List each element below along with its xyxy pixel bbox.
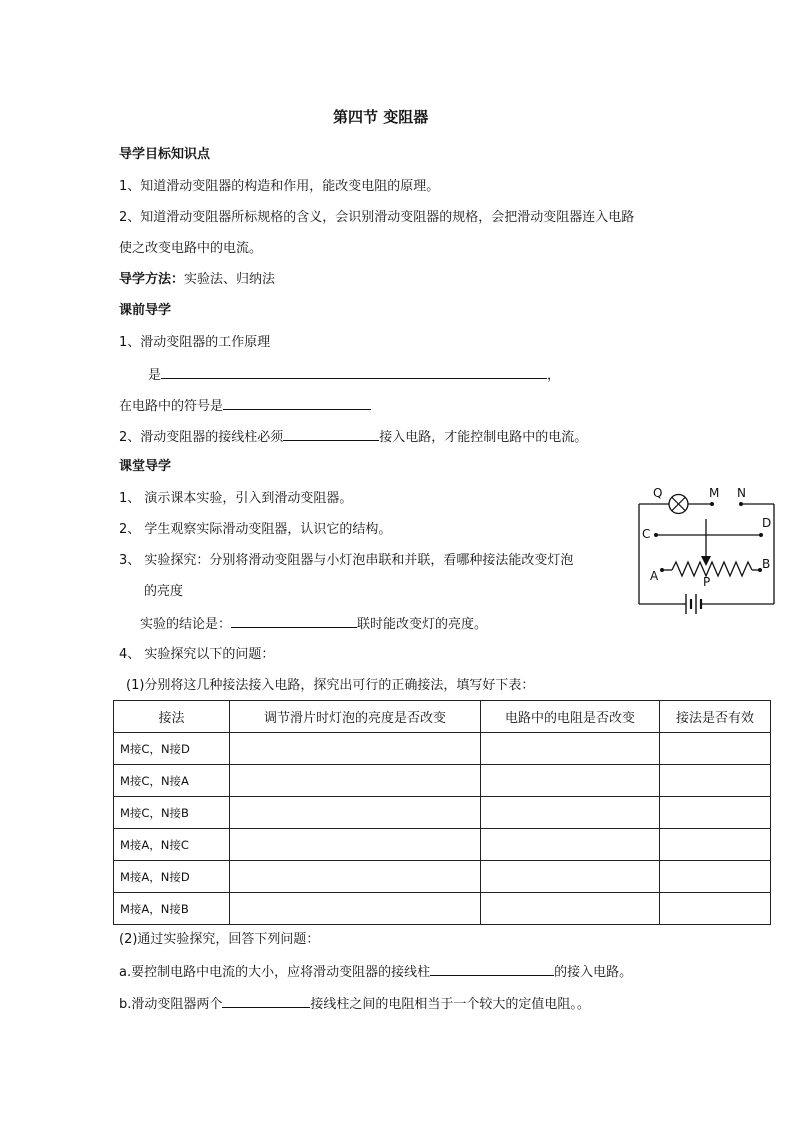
in-class-item-4: 4、 实验探究以下的问题：: [119, 647, 275, 662]
sub-question-1: (1)分别将这几种接法接入电路，探究出可行的正确接法，填写好下表：: [126, 678, 535, 693]
resistance-answer-cell[interactable]: [481, 829, 660, 861]
brightness-answer-cell[interactable]: [230, 733, 481, 765]
table-row: [114, 893, 771, 925]
terminal-n-icon: [739, 502, 743, 506]
resistance-answer-cell[interactable]: [481, 765, 660, 797]
connection-method-cell: M接C，N接B: [114, 797, 230, 829]
label-q: Q: [653, 486, 663, 500]
pre-class-symbol-line: [119, 396, 371, 416]
sub-question-2: (2)通过实验探究，回答下列问题：: [119, 932, 320, 947]
pre-class-question-1-answer-line: [148, 365, 560, 385]
pre-class-question-1: 1、滑动变阻器的工作原理: [119, 335, 271, 350]
objective-item-2-line-1: 2、知道滑动变阻器所标规格的含义，会识别滑动变阻器的规格，会把滑动变阻器连入电路: [119, 210, 635, 225]
table-header-cell: 接法: [114, 701, 230, 733]
conclusion-line: [140, 614, 487, 634]
in-class-item-2: 2、 学生观察实际滑动变阻器，认识它的结构。: [119, 522, 392, 537]
qb-start-text: b.滑动变阻器两个: [119, 997, 223, 1012]
resistance-answer-cell[interactable]: [481, 733, 660, 765]
objective-item-1: 1、知道滑动变阻器的构造和作用，能改变电阻的原理。: [119, 179, 440, 194]
table-row: [114, 797, 771, 829]
method-text: 实验法、归纳法: [184, 272, 276, 287]
qa-blank[interactable]: [430, 962, 554, 976]
label-b: B: [762, 557, 771, 571]
brightness-answer-cell[interactable]: [230, 797, 481, 829]
connection-table: [113, 700, 771, 925]
connection-method-cell: M接A，N接C: [114, 829, 230, 861]
brightness-answer-cell[interactable]: [230, 765, 481, 797]
q2-blank[interactable]: [283, 427, 379, 441]
table-row: [114, 861, 771, 893]
circuit-diagram: [636, 482, 778, 614]
connection-method-cell: M接A，N接B: [114, 893, 230, 925]
terminal-m-icon: [710, 502, 714, 506]
symbol-text: 在电路中的符号是: [119, 399, 224, 414]
connection-method-cell: M接C，N接D: [114, 733, 230, 765]
symbol-blank[interactable]: [223, 396, 371, 410]
objective-item-2-line-2: 使之改变电路中的电流。: [119, 241, 263, 256]
page-title: 第四节 变阻器: [333, 108, 429, 126]
qb-blank[interactable]: [222, 994, 310, 1008]
resistance-answer-cell[interactable]: [481, 893, 660, 925]
validity-answer-cell[interactable]: [660, 765, 771, 797]
connection-method-cell: M接C，N接A: [114, 765, 230, 797]
method-label: 导学方法：: [119, 272, 185, 287]
validity-answer-cell[interactable]: [660, 733, 771, 765]
resistance-answer-cell[interactable]: [481, 861, 660, 893]
connection-method-cell: M接A，N接D: [114, 861, 230, 893]
table-header-cell: 电路中的电阻是否改变: [481, 701, 660, 733]
brightness-answer-cell[interactable]: [230, 861, 481, 893]
table-header-row: [114, 701, 771, 733]
in-class-item-1: 1、 演示课本实验，引入到滑动变阻器。: [119, 491, 353, 506]
pre-class-question-2: [119, 427, 587, 447]
conclusion-start-text: 实验的结论是：: [140, 617, 232, 632]
table-row: [114, 829, 771, 861]
brightness-answer-cell[interactable]: [230, 829, 481, 861]
qa-end-text: 的接入电路。: [554, 965, 633, 980]
in-class-heading: 课堂导学: [119, 459, 172, 474]
qa-start-text: a.要控制电路中电流的大小，应将滑动变阻器的接线柱: [119, 965, 431, 980]
q2-end-text: 接入电路，才能控制电路中的电流。: [379, 430, 588, 445]
in-class-item-3-line-1: 3、 实验探究：分别将滑动变阻器与小灯泡串联和并联，看哪种接法能改变灯泡: [119, 553, 574, 568]
conclusion-end-text: 联时能改变灯的亮度。: [357, 617, 488, 632]
brightness-answer-cell[interactable]: [230, 893, 481, 925]
slider-arrow-icon: [701, 556, 711, 566]
pre-class-heading: 课前导学: [119, 303, 172, 318]
q1-principle-blank[interactable]: [161, 365, 547, 379]
label-m: M: [709, 486, 720, 500]
in-class-item-3-line-2: 的亮度: [144, 584, 184, 599]
table-header-cell: 调节滑片时灯泡的亮度是否改变: [230, 701, 481, 733]
label-p: P: [703, 575, 711, 589]
table-row: [114, 733, 771, 765]
label-d: D: [762, 516, 772, 530]
question-a: [119, 962, 632, 982]
q1-comma: ，: [547, 368, 561, 383]
conclusion-blank[interactable]: [231, 614, 357, 628]
label-n: N: [737, 486, 746, 500]
table-header-cell: 接法是否有效: [660, 701, 771, 733]
validity-answer-cell[interactable]: [660, 829, 771, 861]
qb-end-text: 接线柱之间的电阻相当于一个较大的定值电阻。。: [310, 997, 590, 1012]
validity-answer-cell[interactable]: [660, 861, 771, 893]
table-row: [114, 765, 771, 797]
q2-start-text: 2、滑动变阻器的接线柱必须: [119, 430, 284, 445]
method-line: [119, 271, 275, 289]
label-a: A: [650, 569, 659, 583]
resistor-icon: [672, 562, 752, 576]
question-b: [119, 994, 590, 1014]
resistance-answer-cell[interactable]: [481, 797, 660, 829]
q1-is-text: 是: [148, 368, 162, 383]
validity-answer-cell[interactable]: [660, 893, 771, 925]
label-c: C: [642, 527, 651, 541]
validity-answer-cell[interactable]: [660, 797, 771, 829]
objectives-heading: 导学目标知识点: [119, 147, 211, 162]
